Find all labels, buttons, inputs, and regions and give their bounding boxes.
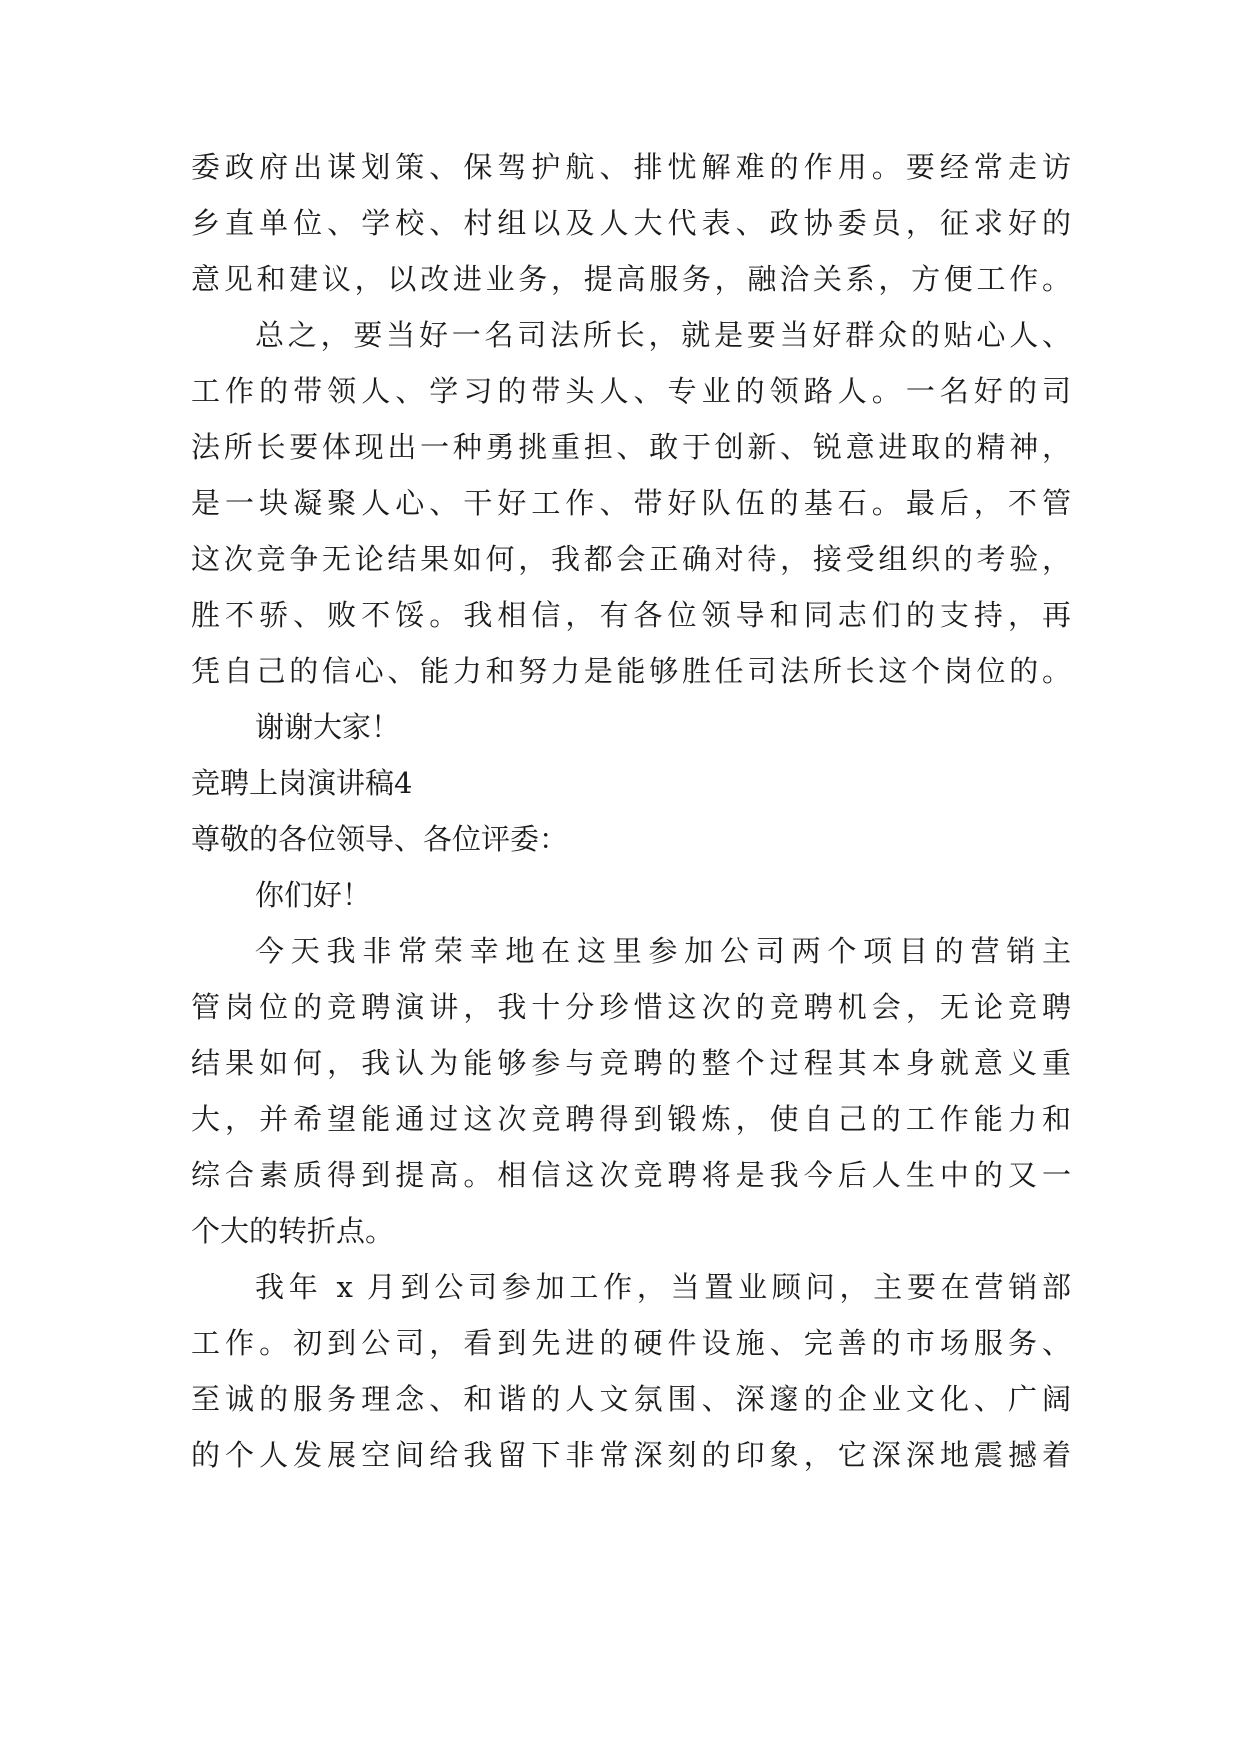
paragraph-line: 我年 x 月到公司参加工作，当置业顾问，主要在营销部	[255, 1270, 1071, 1304]
paragraph-line: 委政府出谋划策、保驾护航、排忧解难的作用。要经常走访	[191, 150, 1071, 184]
salutation: 尊敬的各位领导、各位评委：	[191, 822, 569, 856]
paragraph-line: 综合素质得到提高。相信这次竞聘将是我今后人生中的又一	[191, 1158, 1071, 1192]
paragraph-line: 工作的带领人、学习的带头人、专业的领路人。一名好的司	[191, 374, 1071, 408]
paragraph-line: 个大的转折点。	[191, 1214, 395, 1248]
paragraph-line: 结果如何，我认为能够参与竞聘的整个过程其本身就意义重	[191, 1046, 1071, 1080]
paragraph-line: 管岗位的竞聘演讲，我十分珍惜这次的竞聘机会，无论竞聘	[191, 990, 1071, 1024]
paragraph-line: 总之，要当好一名司法所长，就是要当好群众的贴心人、	[255, 318, 1071, 352]
paragraph-line: 是一块凝聚人心、干好工作、带好队伍的基石。最后，不管	[191, 486, 1071, 520]
paragraph-line: 意见和建议，以改进业务，提高服务，融洽关系，方便工作。	[191, 262, 1071, 296]
greeting: 你们好！	[255, 878, 372, 912]
closing-line: 谢谢大家！	[255, 710, 401, 744]
paragraph-line: 至诚的服务理念、和谐的人文氛围、深邃的企业文化、广阔	[191, 1382, 1071, 1416]
paragraph-line: 大，并希望能通过这次竞聘得到锻炼，使自己的工作能力和	[191, 1102, 1071, 1136]
paragraph-line: 的个人发展空间给我留下非常深刻的印象，它深深地震撼着	[191, 1438, 1071, 1472]
paragraph-line: 工作。初到公司，看到先进的硬件设施、完善的市场服务、	[191, 1326, 1071, 1360]
paragraph-line: 凭自己的信心、能力和努力是能够胜任司法所长这个岗位的。	[191, 654, 1071, 688]
paragraph-line: 胜不骄、败不馁。我相信，有各位领导和同志们的支持，再	[191, 598, 1071, 632]
paragraph-line: 今天我非常荣幸地在这里参加公司两个项目的营销主	[255, 934, 1071, 968]
section-title: 竞聘上岗演讲稿4	[191, 766, 413, 800]
paragraph-line: 这次竞争无论结果如何，我都会正确对待，接受组织的考验，	[191, 542, 1071, 576]
paragraph-line: 乡直单位、学校、村组以及人大代表、政协委员，征求好的	[191, 206, 1071, 240]
paragraph-line: 法所长要体现出一种勇挑重担、敢于创新、锐意进取的精神，	[191, 430, 1071, 464]
